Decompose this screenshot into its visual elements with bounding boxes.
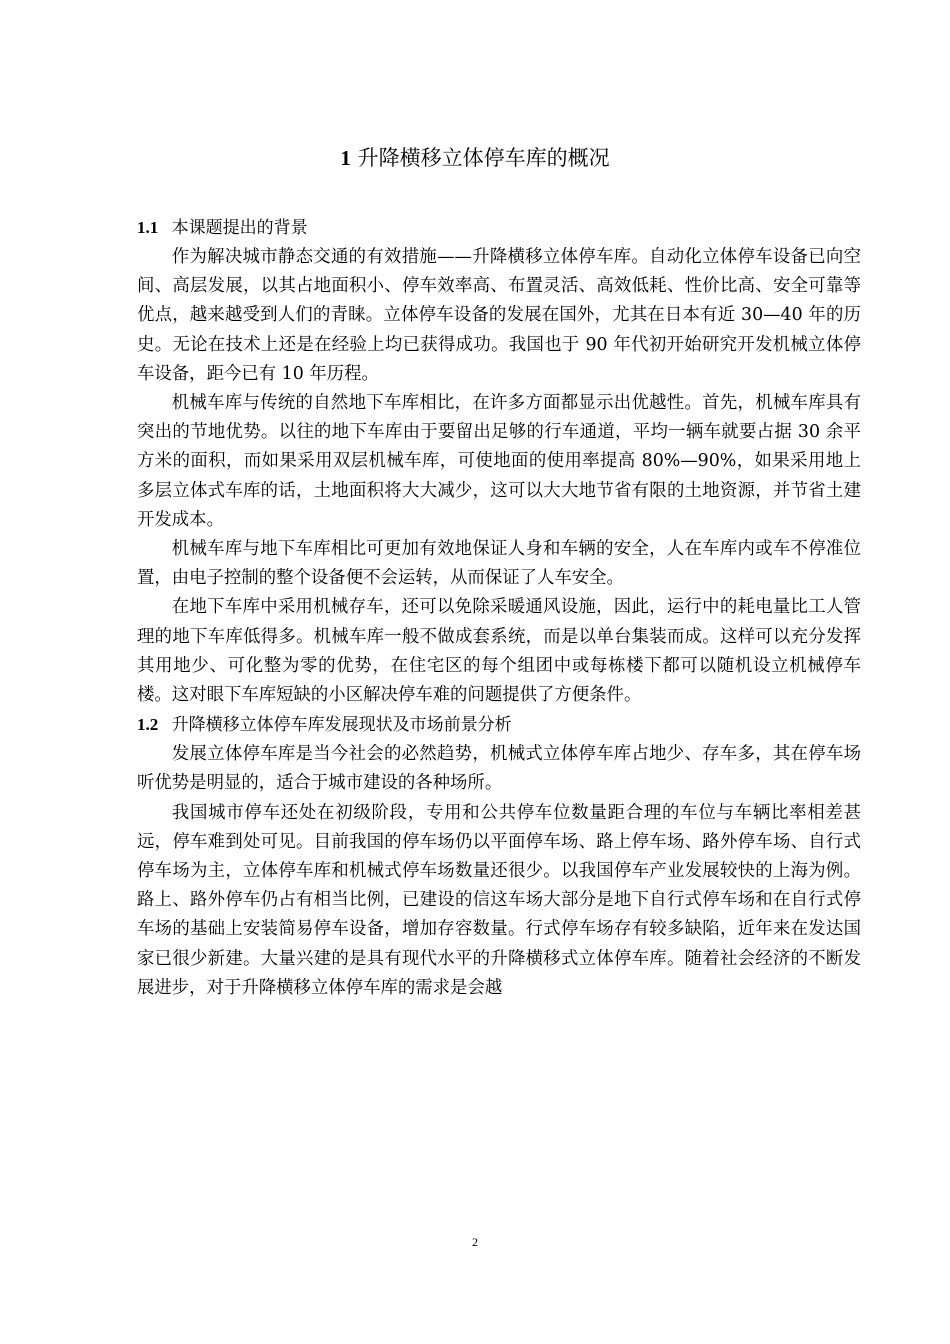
paragraph: 我国城市停车还处在初级阶段，专用和公共停车位数量距合理的车位与车辆比率相差甚远，停车难到处可见。目前我国的停车场仍以平面停车场、路上停车场、路外停车场、自行式停车场为主，立体停车库和机械式停车场数量还很少。以我国停车产业发展较快的上海为例。路上、路外停车仍占有相当比例，已建设的信这车场大部分是地下自行式停车场和在自行式停车场的基础上安装简易停车设备，增加存容数量。行式停车场存有较多缺陷，近年来在发达国家已很少新建。大量兴建的是具有现代水平的升降横移式立体停车库。随着社会经济的不断发展进步，对于升降横移立体停车库的需求是会越 <box>137 802 861 998</box>
section-number: 1.1 <box>137 218 159 237</box>
section-heading <box>137 213 861 243</box>
paragraph: 机械车库与传统的自然地下车库相比，在许多方面都显示出优越性。首先，机械车库具有突出的节地优势。以往的地下车库由于要留出足够的行车通道，平均一辆车就要占据 30 余平方米的面积，而如果采用双层机械车库，可使地面的使用率提高 80%—90%，如果采用地上多层立体式车库的话，土地面积将大大减少，这可以大大地节省有限的土地资源，并节省土建开发成本。 <box>137 393 861 530</box>
section-number: 1.2 <box>137 715 159 735</box>
section-title: 升降横移立体停车库发展现状及市场前景分析 <box>171 715 512 736</box>
chapter-number: 1 <box>340 146 351 170</box>
chapter-title-text: 升降横移立体停车库的概况 <box>357 146 610 170</box>
paragraph: 机械车库与地下车库相比可更加有效地保证人身和车辆的安全，人在车库内或车不停准位置，由电子控制的整个设备便不会运转，从而保证了人车安全。 <box>137 539 861 589</box>
page-number: 2 <box>472 1235 478 1249</box>
paragraph: 在地下车库中采用机械存车，还可以免除采暖通风设施，因此，运行中的耗电量比工人管理的地下车库低得多。机械车库一般不做成套系统，而是以单台集装而成。这样可以充分发挥其用地少、可化整为零的优势，在住宅区的每个组团中或每栋楼下都可以随机设立机械停车楼。这对眼下车库短缺的小区解决停车难的问题提供了方便条件。 <box>137 597 861 706</box>
section-title: 本课题提出的背景 <box>171 218 308 238</box>
paragraph: 发展立体停车库是当今社会的必然趋势，机械式立体停车库占地少、存车多，其在停车场听优势是明显的，适合于城市建设的各种场所。 <box>137 744 861 794</box>
chapter-title <box>0 143 950 173</box>
paragraph: 作为解决城市静态交通的有效措施——升降横移立体停车库。自动化立体停车设备已向空间、高层发展，以其占地面积小、停车效率高、布置灵活、高效低耗、性价比高、安全可靠等优点，越来越受到人们的青睐。立体停车设备的发展在国外，尤其在日本有近 30—40 年的历史。无论在技术上还是在经验上均已获得成功。我国也于 90 年代初开始研究开发机械立体停车设备，距今已有 10 年历程。 <box>137 247 861 384</box>
section-heading <box>137 710 861 740</box>
document-body <box>137 213 861 1003</box>
